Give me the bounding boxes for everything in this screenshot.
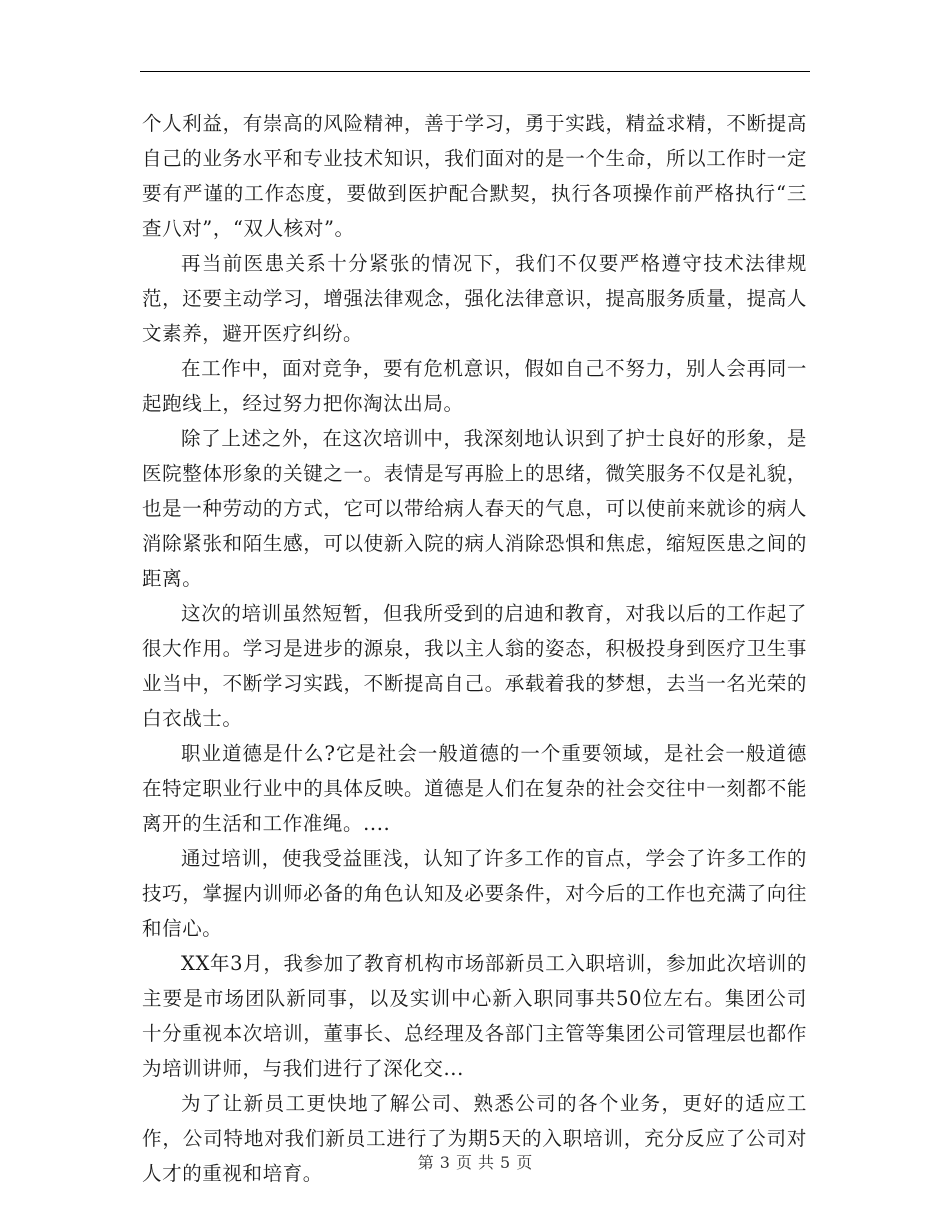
paragraph-9: 为了让新员工更快地了解公司、熟悉公司的各个业务，更好的适应工作，公司特地对我们新员工进行了为期5天的入职培训，充分反应了公司对人才的重视和培育。 [142,1092,807,1185]
paragraph-4: 除了上述之外，在这次培训中，我深刻地认识到了护士良好的形象，是医院整体形象的关键之一。表情是写再脸上的思绪，微笑服务不仅是礼貌，也是一种劳动的方式，它可以带给病人春天的气息，可以使前来就诊的病人消除紧张和陌生感，可以使新入院的病人消除恐惧和焦虑，缩短医患之间的距离。 [142,427,807,590]
footer-current-page: 3 [439,1153,450,1172]
paragraph-6: 职业道德是什么?它是社会一般道德的一个重要领域，是社会一般道德在特定职业行业中的具体反映。道德是人们在复杂的社会交往中一刻都不能离开的生活和工作准绳。.... [142,742,807,835]
footer-suffix: 页 [516,1153,533,1172]
document-body [142,106,807,1191]
footer-total-word: 共 [478,1153,495,1172]
paragraph-7: 通过培训，使我受益匪浅，认知了许多工作的盲点，学会了许多工作的技巧，掌握内训师必备的角色认知及必要条件，对今后的工作也充满了向往和信心。 [142,847,807,940]
header-rule [140,71,810,72]
footer-page-word: 页 [455,1153,472,1172]
paragraph-3: 在工作中，面对竞争，要有危机意识，假如自己不努力，别人会再同一起跑线上，经过努力把你淘汰出局。 [142,357,807,415]
paragraph-5: 这次的培训虽然短暂，但我所受到的启迪和教育，对我以后的工作起了很大作用。学习是进步的源泉，我以主人翁的姿态，积极投身到医疗卫生事业当中，不断学习实践，不断提高自己。承载着我的梦想，去当一名光荣的白衣战士。 [142,602,807,730]
footer-total-pages: 5 [500,1153,511,1172]
paragraph-2: 再当前医患关系十分紧张的情况下，我们不仅要严格遵守技术法律规范，还要主动学习，增强法律观念，强化法律意识，提高服务质量，提高人文素养，避开医疗纠纷。 [142,252,807,345]
paragraph-1: 个人利益，有崇高的风险精神，善于学习，勇于实践，精益求精，不断提高自己的业务水平和专业技术知识，我们面对的是一个生命，所以工作时一定要有严谨的工作态度，要做到医护配合默契，执行各项操作前严格执行“三查八对”，“双人核对”。 [142,112,807,240]
page-footer [0,1150,950,1173]
footer-prefix: 第 [417,1153,434,1172]
paragraph-8: XX年3月，我参加了教育机构市场部新员工入职培训，参加此次培训的主要是市场团队新同事，以及实训中心新入职同事共50位左右。集团公司十分重视本次培训，董事长、总经理及各部门主管等集团公司管理层也都作为培训讲师，与我们进行了深化交... [142,952,807,1080]
